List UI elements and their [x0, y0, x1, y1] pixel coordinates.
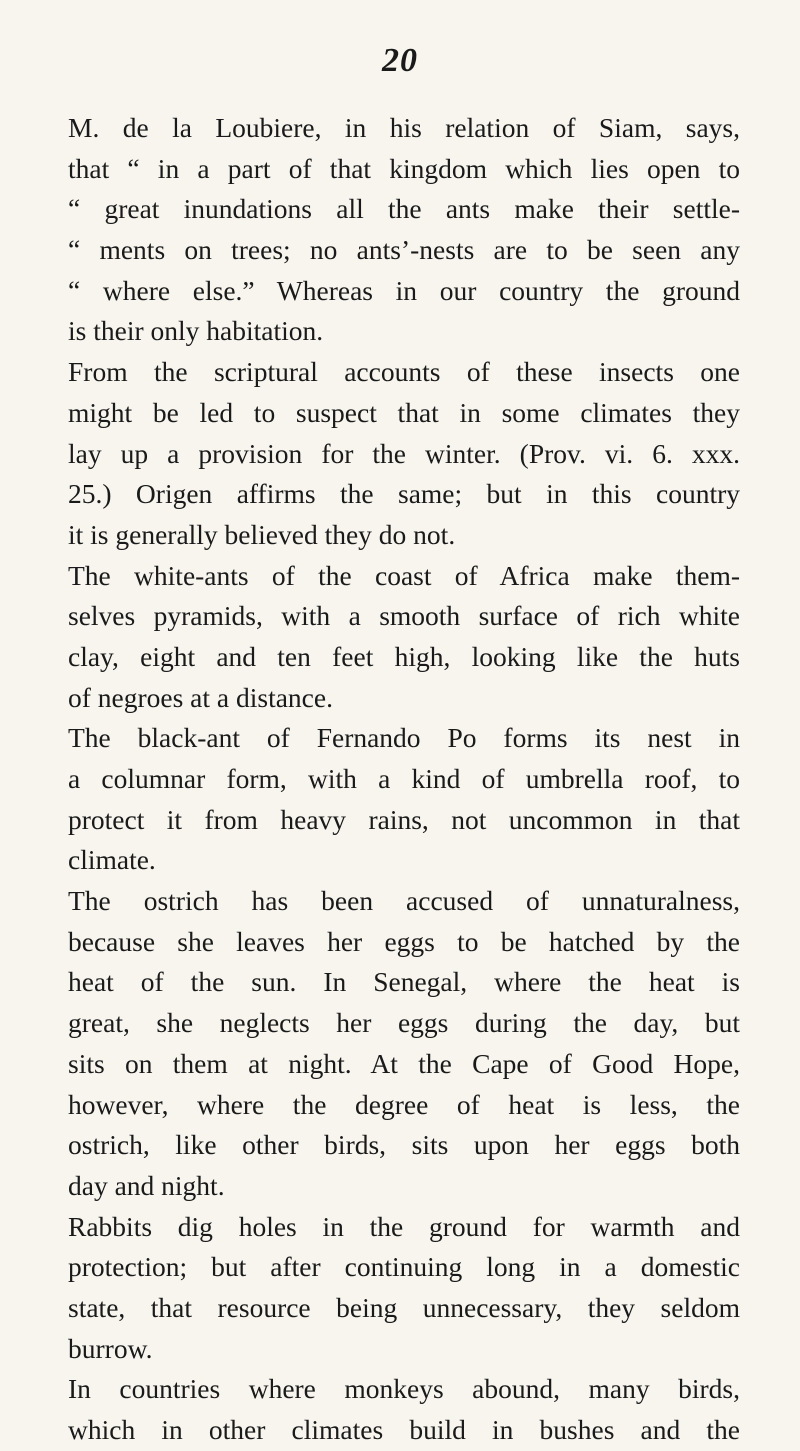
text-line: “ great inundations all the ants make their settle-: [68, 193, 740, 225]
text-line: protection; but after continuing long in a domestic: [68, 1251, 740, 1283]
text-line: ostrich, like other birds, sits upon her eggs both: [68, 1129, 740, 1161]
text-line: because she leaves her eggs to be hatched by the: [68, 925, 740, 957]
text-line: The black-ant of Fernando Po forms its nest in: [68, 722, 740, 754]
text-line: 25.) Origen affirms the same; but in this country: [68, 478, 740, 510]
text-line: M. de la Loubiere, in his relation of Siam, says,: [68, 112, 740, 143]
text-line: The ostrich has been accused of unnaturalness,: [68, 885, 740, 917]
text-line: however, where the degree of heat is less, the: [68, 1088, 740, 1120]
text-line: is their only habitation.: [68, 315, 324, 347]
text-line: a columnar form, with a kind of umbrella roof, to: [68, 763, 740, 794]
page-number: 20: [382, 42, 418, 79]
text-line: From the scriptural accounts of these insects one: [68, 356, 740, 388]
text-line: of negroes at a distance.: [68, 681, 333, 713]
text-line: burrow.: [68, 1332, 153, 1364]
text-line: selves pyramids, with a smooth surface of rich white: [68, 600, 740, 632]
text-line: The white-ants of the coast of Africa make them-: [68, 559, 740, 591]
text-line: it is generally believed they do not.: [68, 518, 456, 550]
text-line: lay up a provision for the winter. (Prov. vi. 6. xxx.: [68, 437, 740, 469]
text-line: might be led to suspect that in some climates they: [68, 396, 740, 428]
body-text: [68, 108, 740, 1451]
text-line: clay, eight and ten feet high, looking like the huts: [68, 640, 740, 672]
text-line: that “ in a part of that kingdom which lies open to: [68, 152, 740, 184]
text-line: “ ments on trees; no ants’-nests are to be seen any: [68, 234, 740, 266]
text-line: day and night.: [68, 1169, 225, 1201]
text-line: state, that resource being unnecessary, they seldom: [68, 1291, 740, 1323]
text-line: heat of the sun. In Senegal, where the heat is: [68, 966, 740, 998]
text-line: sits on them at night. At the Cape of Good Hope,: [68, 1047, 740, 1079]
text-line: “ where else.” Whereas in our country the ground: [68, 274, 740, 306]
text-line: climate.: [68, 844, 156, 876]
text-line: great, she neglects her eggs during the day, but: [68, 1007, 740, 1039]
text-line: protect it from heavy rains, not uncommon in that: [68, 803, 740, 835]
text-line: Rabbits dig holes in the ground for warmth and: [68, 1210, 740, 1242]
text-line: In countries where monkeys abound, many birds,: [68, 1373, 740, 1405]
text-line: which in other climates build in bushes and the: [68, 1414, 740, 1445]
